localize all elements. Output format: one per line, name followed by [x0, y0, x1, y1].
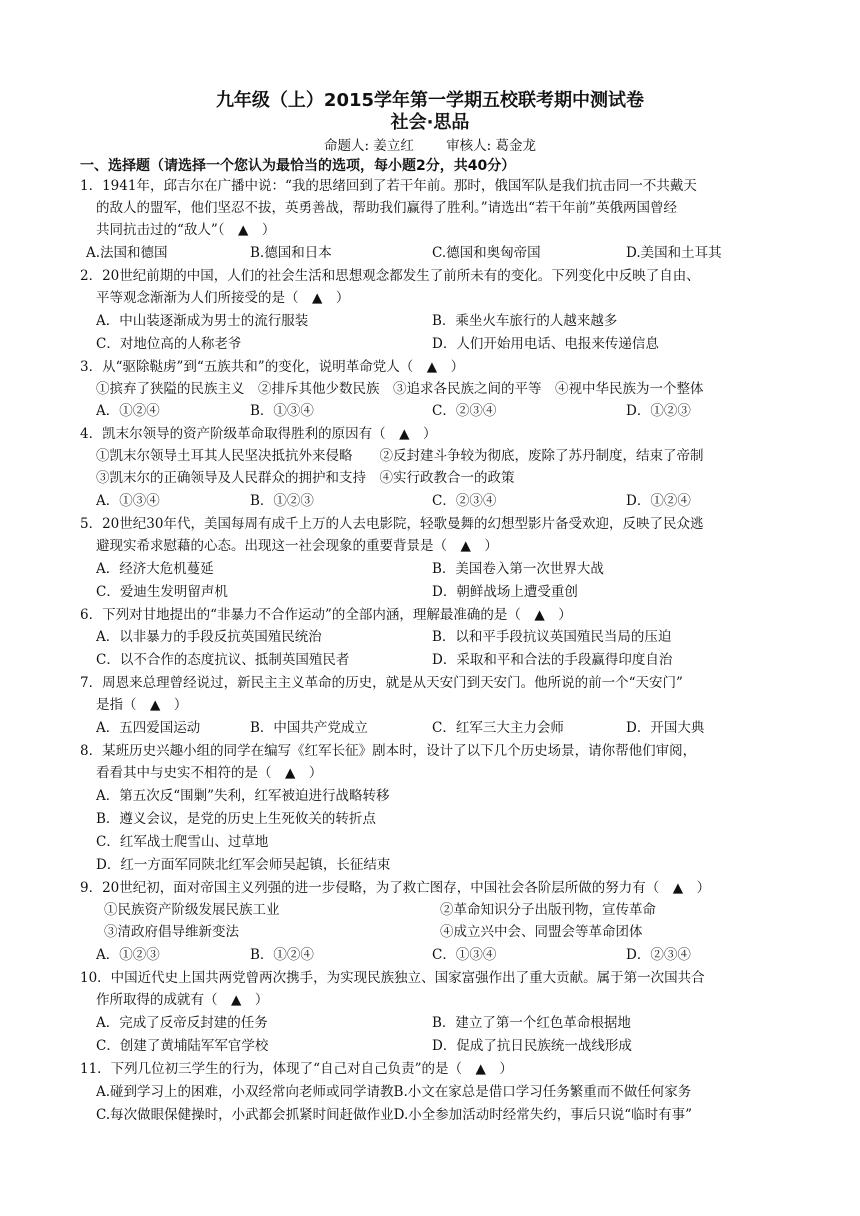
q3-option-b: B．①③④: [250, 403, 314, 419]
q7-line2: 是指（ ▲ ）: [96, 697, 188, 713]
q1-line2: 的敌人的盟军，他们坚忍不拔，英勇善战，帮助我们赢得了胜利。”请选出“若干年前”英俄两国曾经: [96, 200, 677, 216]
q9-option-d: D．②③④: [626, 947, 691, 963]
q4-statements-2: ③凯末尔的正确领导及人民群众的拥护和支持 ④实行政教合一的政策: [96, 470, 515, 486]
q5-option-b: B．美国卷入第一次世界大战: [432, 561, 604, 577]
q2-line2: 平等观念渐渐为人们所接受的是（ ▲ ）: [96, 290, 350, 306]
q5-line1: 5．20世纪30年代，美国每周有成千上万的人去电影院，轻歌曼舞的幻想型影片备受欢迎，反映了民众逃: [80, 516, 704, 532]
q10-option-b: B．建立了第一个红色革命根据地: [432, 1015, 631, 1031]
authors-line: [0, 134, 860, 154]
q7-line1: 7．周恩来总理曾经说过，新民主主义革命的历史，就是从天安门到天安门。他所说的前一个“天安门”: [80, 675, 683, 691]
q2-option-a: A．中山装逐渐成为男士的流行服装: [96, 313, 309, 329]
q1-option-b: B.德国和日本: [250, 245, 332, 261]
page-subtitle: 社会·思品: [390, 112, 470, 133]
q6-option-b: B．以和平手段抗议英国殖民当局的压迫: [432, 629, 672, 645]
q8-option-d: D．红一方面军同陕北红军会师吴起镇，长征结束: [96, 857, 391, 873]
q4-option-d: D．①②④: [626, 493, 691, 509]
section-heading: 一、选择题（请选择一个您认为最恰当的选项，每小题2分，共40分）: [80, 158, 516, 174]
q4-line1: 4．凯末尔领导的资产阶级革命取得胜利的原因有（ ▲ ）: [80, 426, 437, 442]
q6-option-d: D．采取和平和合法的手段赢得印度自治: [432, 652, 673, 668]
q3-line1: 3．从“驱除鞑虏”到“五族共和”的变化，说明革命党人（ ▲ ）: [80, 359, 465, 375]
q9-option-b: B．①②④: [250, 947, 314, 963]
q8-option-b: B．遵义会议，是党的历史上生死攸关的转折点: [96, 811, 376, 827]
q10-option-d: D．促成了抗日民族统一战线形成: [432, 1038, 632, 1054]
q4-option-b: B．①②③: [250, 493, 314, 509]
q10-option-c: C．创建了黄埔陆军军官学校: [96, 1038, 269, 1054]
q10-option-a: A．完成了反帝反封建的任务: [96, 1015, 268, 1031]
q9-statement-4: ④成立兴中会、同盟会等革命团体: [440, 924, 643, 940]
q8-line1: 8．某班历史兴趣小组的同学在编写《红军长征》剧本时，设计了以下几个历史场景，请你帮他们审阅，: [80, 743, 697, 759]
reviewer: 审核人: 葛金龙: [446, 138, 536, 154]
q8-option-c: C．红军战士爬雪山、过草地: [96, 834, 269, 850]
page-title: 九年级（上）2015学年第一学期五校联考期中测试卷: [215, 90, 645, 111]
q8-option-a: A．第五次反“围剿”失利，红军被迫进行战略转移: [96, 788, 390, 804]
q11-line1: 11．下列几位初三学生的行为，体现了“自己对自己负责”的是（ ▲ ）: [80, 1061, 513, 1077]
q11-options-cd: C.每次做眼保健操时，小武都会抓紧时间赶做作业D.小全参加活动时经常失约，事后只说“临时有事”: [96, 1107, 693, 1123]
q6-option-c: C．以不合作的态度抗议、抵制英国殖民者: [96, 652, 350, 668]
q4-option-c: C．②③④: [432, 493, 497, 509]
q7-option-c: C．红军三大主力会师: [432, 720, 564, 736]
q6-option-a: A．以非暴力的手段反抗英国殖民统治: [96, 629, 322, 645]
q7-option-b: B．中国共产党成立: [250, 720, 368, 736]
q1-line3: 共同抗击过的“敌人”（ ▲ ）: [96, 222, 276, 238]
q2-option-c: C．对地位高的人称老爷: [96, 336, 242, 352]
q4-statements-1: ①凯末尔领导土耳其人民坚决抵抗外来侵略 ②反封建斗争较为彻底，废除了苏丹制度，结束了帝制: [96, 448, 704, 464]
q1-option-d: D.美国和土耳其: [626, 245, 722, 261]
q5-option-c: C．爱迪生发明留声机: [96, 584, 228, 600]
q2-option-b: B．乘坐火车旅行的人越来越多: [432, 313, 618, 329]
q5-line2: 避现实希求慰藉的心态。出现这一社会现象的重要背景是（ ▲ ）: [96, 538, 498, 554]
q4-option-a: A．①③④: [96, 493, 160, 509]
q10-line2: 作所取得的成就有（ ▲ ）: [96, 992, 269, 1008]
q3-option-c: C．②③④: [432, 403, 497, 419]
q1-option-c: C.德国和奥匈帝国: [432, 245, 541, 261]
q11-options-ab: A.碰到学习上的困难，小双经常向老师或同学请教B.小文在家总是借口学习任务繁重而不做任何家务: [96, 1084, 692, 1100]
author: 命题人: 姜立红: [324, 138, 414, 154]
q9-option-a: A．①②③: [96, 947, 160, 963]
q10-line1: 10．中国近代史上国共两党曾两次携手，为实现民族独立、国家富强作出了重大贡献。属于第一次国共合: [80, 970, 705, 986]
q8-line2: 看看其中与史实不相符的是（ ▲ ）: [96, 765, 323, 781]
q2-option-d: D．人们开始用电话、电报来传递信息: [432, 336, 659, 352]
q5-option-d: D．朝鲜战场上遭受重创: [432, 584, 578, 600]
q9-line1: 9．20世纪初，面对帝国主义列强的进一步侵略，为了救亡图存，中国社会各阶层所做的努力有（ ▲ ）: [80, 880, 711, 896]
q1-line1: 1．1941年，邱吉尔在广播中说：“我的思绪回到了若干年前。那时，俄国军队是我们抗击同一不共戴天: [80, 178, 697, 194]
q5-option-a: A．经济大危机蔓延: [96, 561, 214, 577]
q1-option-a: A.法国和德国: [86, 245, 168, 261]
q7-option-d: D．开国大典: [626, 720, 705, 736]
q3-option-d: D．①②③: [626, 403, 691, 419]
q9-statement-2: ②革命知识分子出版刊物，宣传革命: [440, 902, 656, 918]
q3-option-a: A．①②④: [96, 403, 160, 419]
q9-option-c: C．①③④: [432, 947, 497, 963]
q7-option-a: A．五四爱国运动: [96, 720, 201, 736]
q6-line1: 6．下列对甘地提出的“非暴力不合作运动”的全部内涵，理解最准确的是（ ▲ ）: [80, 607, 572, 623]
q3-statements: ①摈弃了狭隘的民族主义 ②排斥其他少数民族 ③追求各民族之间的平等 ④视中华民族为一个整体: [96, 381, 704, 397]
q9-statement-3: ③清政府倡导维新变法: [104, 924, 239, 940]
q9-statement-1: ①民族资产阶级发展民族工业: [104, 902, 280, 918]
q2-line1: 2．20世纪前期的中国，人们的社会生活和思想观念都发生了前所未有的变化。下列变化中反映了自由、: [80, 268, 700, 284]
